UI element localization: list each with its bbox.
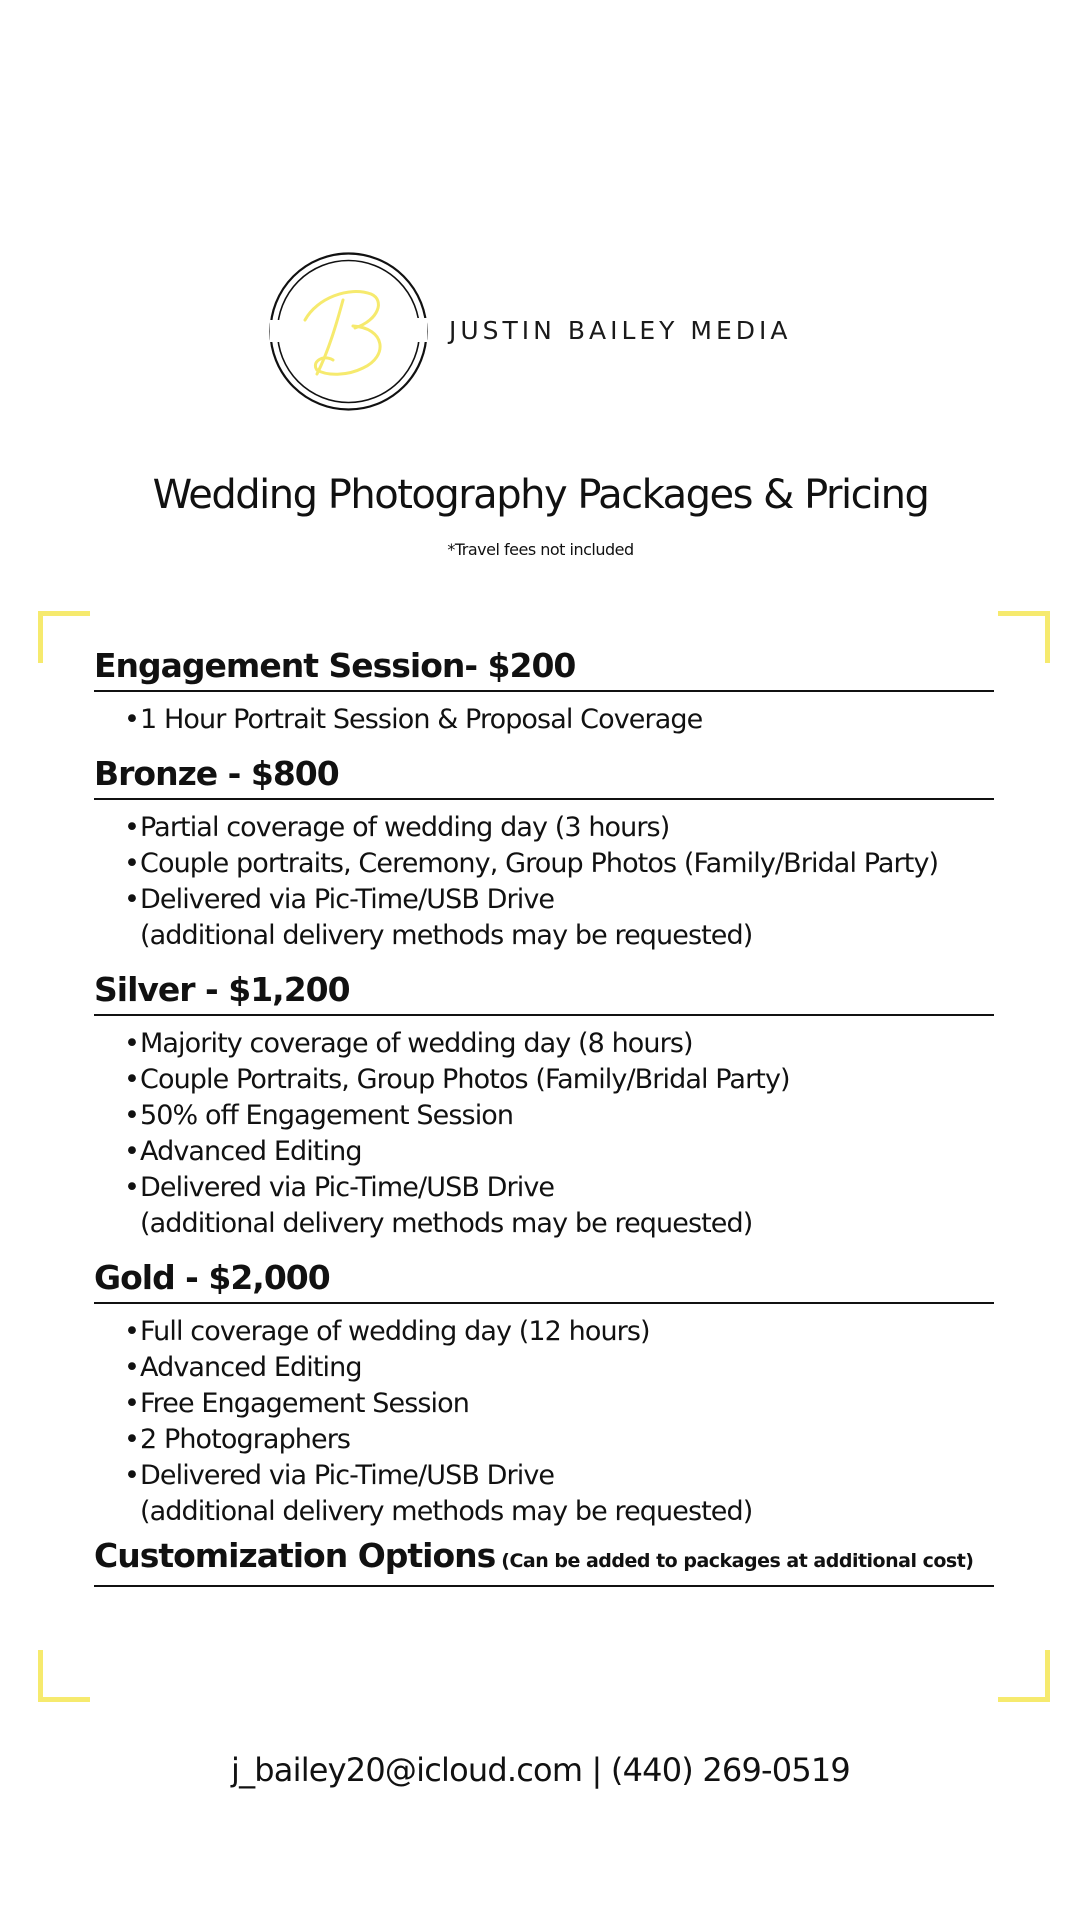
package-features xyxy=(94,1026,994,1242)
feature-item xyxy=(124,846,994,882)
customization-section xyxy=(94,1536,994,1587)
package-title: Gold - $2,000 xyxy=(94,1258,994,1304)
package-title: Engagement Session- $200 xyxy=(94,646,994,692)
package-section xyxy=(94,1258,994,1530)
packages-list xyxy=(94,646,994,1587)
bullet-icon: • xyxy=(124,1460,140,1491)
feature-text: Advanced Editing xyxy=(140,1136,362,1167)
feature-item xyxy=(124,1350,994,1386)
feature-item xyxy=(124,1026,994,1062)
feature-text: 50% off Engagement Session xyxy=(140,1100,514,1131)
travel-fee-note: *Travel fees not included xyxy=(447,540,634,559)
feature-item xyxy=(124,810,994,846)
corner-bracket-bottom-left xyxy=(38,1650,90,1702)
corner-bracket-top-right xyxy=(998,611,1050,663)
feature-text: Full coverage of wedding day (12 hours) xyxy=(140,1316,650,1347)
feature-text: 1 Hour Portrait Session & Proposal Coverage xyxy=(140,704,703,735)
feature-text: Free Engagement Session xyxy=(140,1388,469,1419)
feature-continuation: (additional delivery methods may be requested) xyxy=(140,1496,753,1527)
feature-text: Partial coverage of wedding day (3 hours) xyxy=(140,812,670,843)
customization-note: (Can be added to packages at additional cost) xyxy=(501,1550,974,1572)
feature-item xyxy=(124,1386,994,1422)
bullet-icon: • xyxy=(124,1100,140,1131)
bullet-icon: • xyxy=(124,1424,140,1455)
bullet-icon: • xyxy=(124,1352,140,1383)
feature-item xyxy=(124,1170,994,1242)
bullet-icon: • xyxy=(124,1064,140,1095)
bullet-icon: • xyxy=(124,1388,140,1419)
package-features xyxy=(94,810,994,954)
brand-logo xyxy=(267,250,430,413)
bullet-icon: • xyxy=(124,812,140,843)
feature-text: Couple Portraits, Group Photos (Family/Bridal Party) xyxy=(140,1064,790,1095)
bullet-icon: • xyxy=(124,848,140,879)
feature-text: Couple portraits, Ceremony, Group Photos (Family/Bridal Party) xyxy=(140,848,939,879)
contact-info: j_bailey20@icloud.com | (440) 269-0519 xyxy=(230,1751,850,1789)
corner-bracket-top-left xyxy=(38,611,90,663)
bullet-icon: • xyxy=(124,1136,140,1167)
feature-item xyxy=(124,1314,994,1350)
feature-item xyxy=(124,1098,994,1134)
bullet-icon: • xyxy=(124,884,140,915)
bullet-icon: • xyxy=(124,1172,140,1203)
logo-letter: B xyxy=(267,250,268,251)
feature-text: 2 Photographers xyxy=(140,1424,351,1455)
customization-title: Customization Options xyxy=(94,1536,496,1575)
package-section xyxy=(94,970,994,1242)
feature-item xyxy=(124,1458,994,1530)
package-section xyxy=(94,646,994,738)
bullet-icon: • xyxy=(124,704,140,735)
page-title: Wedding Photography Packages & Pricing xyxy=(152,472,929,518)
feature-text: Delivered via Pic-Time/USB Drive xyxy=(140,1172,555,1203)
feature-continuation: (additional delivery methods may be requested) xyxy=(140,1208,753,1239)
customization-heading xyxy=(94,1536,994,1587)
feature-continuation: (additional delivery methods may be requested) xyxy=(140,920,753,951)
package-section xyxy=(94,754,994,954)
feature-item xyxy=(124,1134,994,1170)
feature-item xyxy=(124,882,994,954)
feature-item xyxy=(124,1062,994,1098)
feature-item xyxy=(124,1422,994,1458)
feature-text: Advanced Editing xyxy=(140,1352,362,1383)
package-title: Silver - $1,200 xyxy=(94,970,994,1016)
package-title: Bronze - $800 xyxy=(94,754,994,800)
brand-name: JUSTIN BAILEY MEDIA xyxy=(449,316,792,345)
package-features xyxy=(94,702,994,738)
feature-item xyxy=(124,702,994,738)
feature-text: Delivered via Pic-Time/USB Drive xyxy=(140,1460,555,1491)
corner-bracket-bottom-right xyxy=(998,1650,1050,1702)
bullet-icon: • xyxy=(124,1028,140,1059)
feature-text: Delivered via Pic-Time/USB Drive xyxy=(140,884,555,915)
package-features xyxy=(94,1314,994,1530)
circle-monogram-logo-icon xyxy=(267,250,430,413)
feature-text: Majority coverage of wedding day (8 hours) xyxy=(140,1028,693,1059)
bullet-icon: • xyxy=(124,1316,140,1347)
